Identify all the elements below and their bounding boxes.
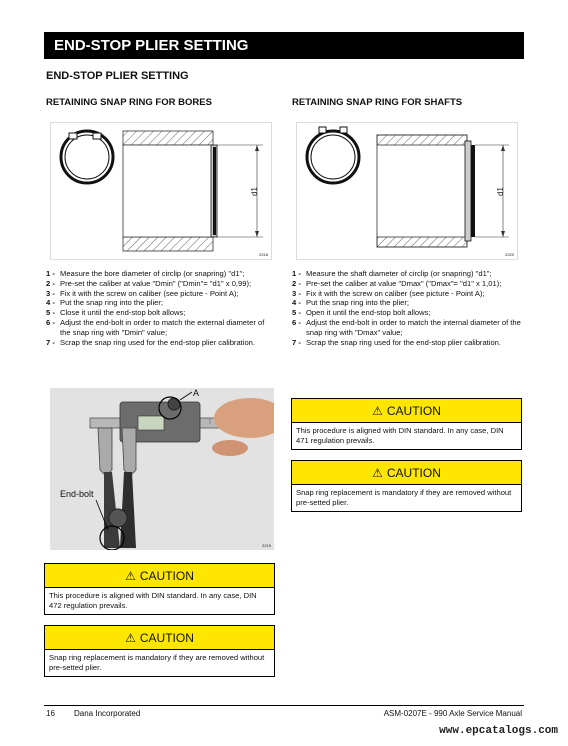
shaft-snap-ring-figure (296, 122, 518, 260)
page-header-bar (44, 32, 524, 59)
list-item: 7 - Scrap the snap ring used for the end-stop plier calibration. (46, 337, 256, 347)
caution-text: This procedure is aligned with DIN standard. In any case, DIN 472 regulation prevails. (49, 591, 257, 610)
bore-dimension-label: d1 (249, 187, 259, 196)
end-bolt-label: End-bolt (60, 489, 94, 499)
list-item: 3 - Fix it with the screw on caliber (see picture - Point A); (292, 288, 485, 298)
caution-header: ⚠ CAUTION (292, 399, 521, 423)
list-item: 3 - Fix it with the screw on caliber (see picture - Point A); (46, 288, 239, 298)
right-caution-snap-ring (291, 460, 522, 512)
page-header-title: END-STOP PLIER SETTING (54, 37, 249, 54)
left-column-heading: RETAINING SNAP RING FOR BORES (46, 97, 212, 108)
list-item: 6 - Adjust the end-bolt in order to match the internal diameter of the snap ring with "Dmax" value; (292, 317, 521, 337)
bore-diagram (51, 123, 273, 261)
point-a-label: A (193, 388, 200, 398)
right-steps-list (292, 269, 522, 347)
left-steps-list (46, 269, 276, 347)
footer-page-number: 16 (46, 709, 55, 718)
caution-text: Snap ring replacement is mandatory if they are removed without pre-setted plier. (296, 488, 512, 507)
left-caution-snap-ring (44, 625, 275, 677)
footer-company: Dana Incorporated (74, 709, 141, 718)
shaft-figure-code: 2220 (505, 252, 514, 257)
shaft-diagram (297, 123, 519, 261)
bore-figure-code: 2218 (259, 252, 268, 257)
warning-icon: ⚠ (372, 404, 383, 418)
bore-snap-ring-figure (50, 122, 272, 260)
list-item: 6 - Adjust the end-bolt in order to match the external diameter of the snap ring with "Dmin" value; (46, 317, 265, 337)
shaft-section (377, 135, 475, 247)
right-column-heading: RETAINING SNAP RING FOR SHAFTS (292, 97, 463, 108)
list-item: 5 - Open it until the end-stop bolt allows; (292, 308, 431, 318)
snap-ring-top-view (61, 131, 113, 183)
shaft-dimension-label: d1 (495, 187, 505, 196)
list-item: 2 - Pre-set the caliber at value "Dmax" ("Dmax"= "d1" x 1,01); (292, 278, 502, 288)
right-caution-din471 (291, 398, 522, 450)
watermark: www.epcatalogs.com (439, 725, 558, 737)
list-item: 4 - Put the snap ring into the plier; (46, 298, 164, 308)
warning-icon: ⚠ (125, 569, 136, 583)
caliper-plier-photo (50, 388, 274, 550)
list-item: 1 - Measure the bore diameter of circlip (or snapring) "d1"; (46, 269, 245, 278)
footer-rule (44, 705, 524, 706)
list-item: 5 - Close it until the end-stop bolt allows; (46, 308, 186, 318)
bore-housing-section (123, 131, 217, 251)
footer-manual-title: ASM-0207E - 990 Axle Service Manual (383, 709, 522, 718)
caution-header: ⚠ CAUTION (45, 626, 274, 650)
warning-icon: ⚠ (125, 631, 136, 645)
section-title: END-STOP PLIER SETTING (46, 70, 189, 82)
photo-code: 2219 (262, 543, 271, 548)
caution-text: This procedure is aligned with DIN standard. In any case, DIN 471 regulation prevails. (296, 426, 504, 445)
list-item: 2 - Pre-set the caliber at value "Dmin" ("Dmin"= "d1" x 0,99); (46, 278, 252, 288)
list-item: 4 - Put the snap ring into the plier; (292, 298, 410, 308)
end-bolt-leader-line (50, 388, 274, 550)
list-item: 7 - Scrap the snap ring used for the end-stop plier calibration. (292, 337, 502, 347)
shaft-snap-ring-top-view (307, 127, 359, 183)
list-item: 1 - Measure the shaft diameter of circlip (or snapring) "d1"; (292, 269, 492, 278)
warning-icon: ⚠ (372, 466, 383, 480)
left-caution-din472 (44, 563, 275, 615)
caution-header: ⚠ CAUTION (45, 564, 274, 588)
caution-text: Snap ring replacement is mandatory if they are removed without pre-setted plier. (49, 653, 265, 672)
caution-header: ⚠ CAUTION (292, 461, 521, 485)
